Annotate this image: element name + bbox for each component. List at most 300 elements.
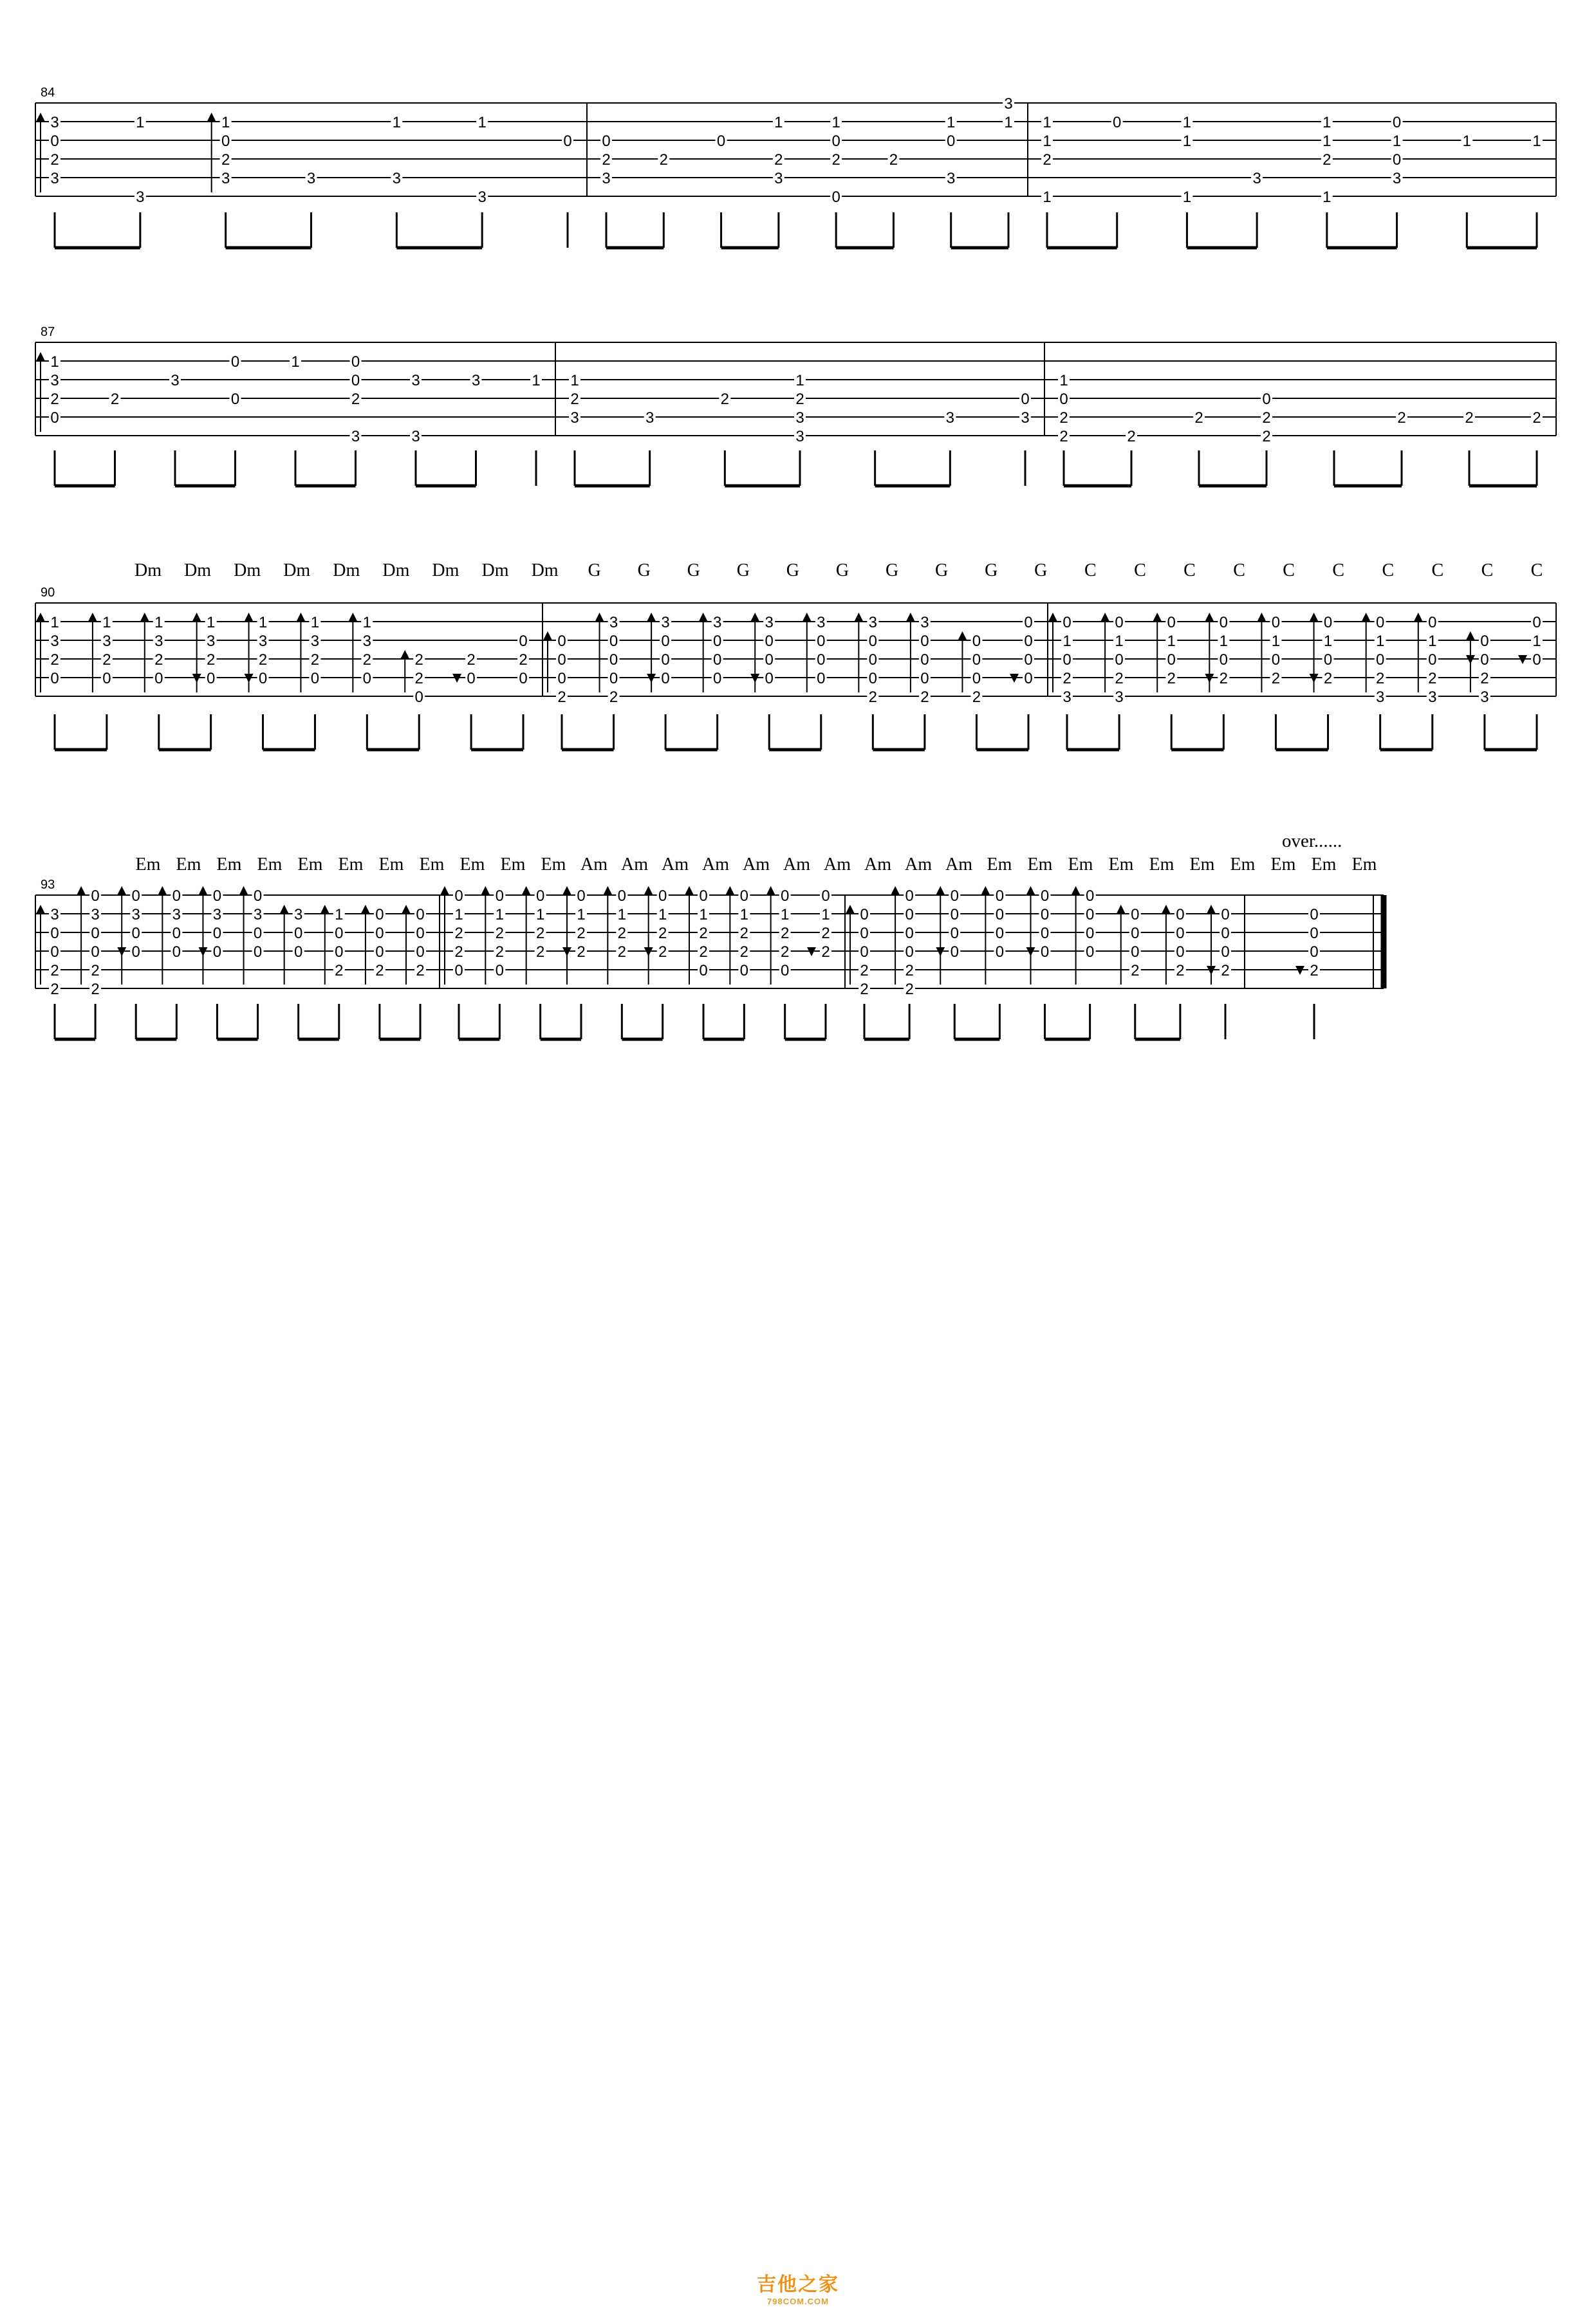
fret-number: 2 bbox=[795, 391, 804, 408]
fret-number: 0 bbox=[1310, 906, 1319, 923]
fret-number: 3 bbox=[50, 114, 59, 131]
chord-name: Dm bbox=[531, 560, 559, 580]
fret-number: 0 bbox=[172, 925, 181, 942]
fret-number: 2 bbox=[972, 689, 981, 706]
fret-number: 0 bbox=[1115, 651, 1124, 669]
fret-number: 2 bbox=[617, 925, 627, 942]
fret-number: 0 bbox=[868, 651, 878, 669]
strum-up-arrow-icon bbox=[481, 886, 490, 895]
fret-number: 2 bbox=[868, 689, 878, 706]
fret-number: 1 bbox=[1219, 633, 1229, 650]
fret-number: 0 bbox=[131, 887, 140, 905]
chord-name: Dm bbox=[283, 560, 311, 580]
fret-number: 0 bbox=[563, 133, 572, 150]
fret-number: 0 bbox=[1176, 943, 1185, 961]
chord-name: G bbox=[1034, 560, 1048, 580]
fret-number: 0 bbox=[1375, 614, 1385, 631]
strum-up-arrow-icon bbox=[846, 905, 855, 914]
fret-number: 1 bbox=[535, 906, 545, 923]
fret-number: 2 bbox=[1271, 670, 1281, 687]
fret-number: 0 bbox=[50, 409, 59, 427]
fret-number: 0 bbox=[335, 943, 344, 961]
fret-number: 2 bbox=[699, 925, 708, 942]
fret-number: 0 bbox=[1040, 943, 1050, 961]
fret-number: 0 bbox=[831, 189, 840, 206]
chord-name: C bbox=[1332, 560, 1345, 580]
fret-number: 0 bbox=[995, 887, 1005, 905]
fret-number: 2 bbox=[535, 925, 545, 942]
chord-name: Em bbox=[1351, 855, 1377, 875]
strum-up-arrow-icon bbox=[36, 905, 45, 914]
fret-number: 2 bbox=[1127, 428, 1136, 445]
fret-number: 2 bbox=[889, 151, 898, 169]
fret-number: 0 bbox=[131, 943, 140, 961]
fret-number: 2 bbox=[50, 391, 59, 408]
strum-up-arrow-icon bbox=[750, 613, 759, 622]
fret-number: 2 bbox=[1194, 409, 1203, 427]
strum-up-arrow-icon bbox=[1414, 613, 1423, 622]
fret-number: 2 bbox=[557, 689, 566, 706]
chord-name: C bbox=[1084, 560, 1097, 580]
strum-up-arrow-icon bbox=[36, 613, 45, 622]
fret-number: 2 bbox=[617, 943, 627, 961]
fret-number: 0 bbox=[817, 670, 826, 687]
fret-number: 0 bbox=[375, 906, 384, 923]
fret-number: 0 bbox=[765, 670, 774, 687]
fret-number: 0 bbox=[230, 353, 240, 371]
fret-number: 3 bbox=[206, 633, 216, 650]
fret-number: 2 bbox=[351, 391, 360, 408]
fret-number: 2 bbox=[1322, 151, 1332, 169]
fret-number: 3 bbox=[172, 906, 181, 923]
chord-name: Em bbox=[297, 855, 323, 875]
fret-number: 0 bbox=[821, 887, 830, 905]
strum-up-arrow-icon bbox=[1048, 613, 1057, 622]
fret-number: 0 bbox=[416, 906, 425, 923]
fret-number: 0 bbox=[950, 925, 959, 942]
fret-number: 0 bbox=[351, 353, 360, 371]
fret-number: 0 bbox=[920, 633, 929, 650]
fret-number: 0 bbox=[658, 887, 667, 905]
fret-number: 3 bbox=[310, 633, 320, 650]
fret-number: 3 bbox=[602, 170, 611, 187]
chord-name: G bbox=[985, 560, 998, 580]
fret-number: 2 bbox=[1062, 670, 1072, 687]
chord-name: Am bbox=[621, 855, 648, 875]
fret-number: 1 bbox=[532, 372, 541, 389]
strum-up-arrow-icon bbox=[158, 886, 167, 895]
fret-number: 0 bbox=[1262, 391, 1271, 408]
fret-number: 3 bbox=[1480, 689, 1489, 706]
chord-name: Em bbox=[216, 855, 242, 875]
chord-name: G bbox=[885, 560, 899, 580]
chord-name: G bbox=[786, 560, 800, 580]
fret-number: 1 bbox=[221, 114, 230, 131]
fret-number: 3 bbox=[351, 428, 360, 445]
fret-number: 3 bbox=[795, 409, 804, 427]
measure-number: 84 bbox=[41, 86, 55, 100]
chord-name: Dm bbox=[333, 560, 360, 580]
fret-number: 1 bbox=[362, 614, 372, 631]
fret-number: 0 bbox=[1059, 391, 1068, 408]
tab-system-90 bbox=[35, 560, 1556, 750]
fret-number: 0 bbox=[972, 633, 981, 650]
fret-number: 1 bbox=[1182, 189, 1192, 206]
tab-system-93 bbox=[35, 855, 1384, 1039]
fret-number: 0 bbox=[950, 906, 959, 923]
fret-number: 0 bbox=[212, 925, 222, 942]
chord-name: C bbox=[1382, 560, 1395, 580]
fret-number: 1 bbox=[1428, 633, 1437, 650]
fret-number: 0 bbox=[375, 925, 384, 942]
chord-name: Em bbox=[459, 855, 485, 875]
fret-number: 2 bbox=[467, 651, 476, 669]
fret-number: 0 bbox=[868, 633, 878, 650]
fret-number: 3 bbox=[1115, 689, 1124, 706]
fret-number: 2 bbox=[780, 943, 790, 961]
fret-number: 2 bbox=[258, 651, 268, 669]
fret-number: 3 bbox=[920, 614, 929, 631]
fret-number: 0 bbox=[1310, 925, 1319, 942]
fret-number: 0 bbox=[1040, 925, 1050, 942]
fret-number: 0 bbox=[1167, 651, 1176, 669]
chord-name: Em bbox=[987, 855, 1012, 875]
strum-up-arrow-icon bbox=[644, 886, 653, 895]
fret-number: 0 bbox=[131, 925, 140, 942]
chord-name: Em bbox=[176, 855, 201, 875]
fret-number: 3 bbox=[212, 906, 222, 923]
fret-number: 2 bbox=[414, 670, 423, 687]
fret-number: 1 bbox=[1182, 114, 1192, 131]
fret-number: 2 bbox=[1262, 409, 1271, 427]
fret-number: 1 bbox=[1532, 633, 1541, 650]
fret-number: 0 bbox=[91, 943, 100, 961]
chord-name: Dm bbox=[184, 560, 212, 580]
fret-number: 1 bbox=[821, 906, 830, 923]
strum-up-arrow-icon bbox=[402, 905, 411, 914]
fret-number: 0 bbox=[1219, 614, 1229, 631]
chord-name: Am bbox=[945, 855, 972, 875]
fret-number: 2 bbox=[658, 943, 667, 961]
chord-name: Em bbox=[1189, 855, 1215, 875]
strum-up-arrow-icon bbox=[245, 613, 254, 622]
fret-number: 3 bbox=[136, 189, 145, 206]
fret-number: 0 bbox=[905, 943, 914, 961]
fret-number: 2 bbox=[739, 925, 749, 942]
fret-number: 3 bbox=[362, 633, 372, 650]
fret-number: 2 bbox=[1428, 670, 1437, 687]
strum-up-arrow-icon bbox=[766, 886, 775, 895]
fret-number: 2 bbox=[1310, 962, 1319, 979]
fret-number: 3 bbox=[478, 189, 487, 206]
fret-number: 0 bbox=[1085, 925, 1095, 942]
fret-number: 0 bbox=[172, 887, 181, 905]
chord-name: Am bbox=[864, 855, 891, 875]
fret-number: 1 bbox=[258, 614, 268, 631]
fret-number: 0 bbox=[1480, 633, 1489, 650]
fret-number: 0 bbox=[1085, 943, 1095, 961]
fret-number: 2 bbox=[110, 391, 120, 408]
fret-number: 1 bbox=[617, 906, 627, 923]
fret-number: 0 bbox=[661, 651, 670, 669]
fret-number: 2 bbox=[659, 151, 668, 169]
strum-up-arrow-icon bbox=[891, 886, 900, 895]
strum-up-arrow-icon bbox=[320, 905, 329, 914]
fret-number: 1 bbox=[1115, 633, 1124, 650]
strum-up-arrow-icon bbox=[1072, 886, 1081, 895]
strum-up-arrow-icon bbox=[88, 613, 97, 622]
fret-number: 0 bbox=[765, 651, 774, 669]
ending-text: over...... bbox=[1282, 831, 1342, 851]
fret-number: 0 bbox=[739, 962, 749, 979]
fret-number: 0 bbox=[609, 651, 618, 669]
fret-number: 1 bbox=[291, 353, 300, 371]
chord-name: Em bbox=[500, 855, 526, 875]
fret-number: 0 bbox=[416, 943, 425, 961]
fret-number: 3 bbox=[712, 614, 722, 631]
fret-number: 2 bbox=[739, 943, 749, 961]
fret-number: 2 bbox=[1043, 151, 1052, 169]
fret-number: 0 bbox=[258, 670, 268, 687]
strum-up-arrow-icon bbox=[936, 886, 945, 895]
fret-number: 2 bbox=[774, 151, 783, 169]
chord-name: G bbox=[935, 560, 949, 580]
fret-number: 0 bbox=[454, 887, 463, 905]
fret-number: 2 bbox=[362, 651, 372, 669]
fret-number: 0 bbox=[495, 887, 505, 905]
fret-number: 3 bbox=[1375, 689, 1385, 706]
fret-number: 0 bbox=[335, 925, 344, 942]
fret-number: 0 bbox=[860, 943, 869, 961]
fret-number: 0 bbox=[661, 670, 670, 687]
fret-number: 0 bbox=[1428, 614, 1437, 631]
fret-number: 2 bbox=[1480, 670, 1489, 687]
fret-number: 2 bbox=[1176, 962, 1185, 979]
measure-number: 93 bbox=[41, 878, 55, 892]
fret-number: 1 bbox=[1271, 633, 1281, 650]
fret-number: 2 bbox=[335, 962, 344, 979]
fret-number: 2 bbox=[609, 689, 618, 706]
fret-number: 0 bbox=[831, 133, 840, 150]
strum-up-arrow-icon bbox=[440, 886, 449, 895]
fret-number: 2 bbox=[1221, 962, 1230, 979]
fret-number: 1 bbox=[795, 372, 804, 389]
fret-number: 2 bbox=[416, 962, 425, 979]
fret-number: 0 bbox=[557, 633, 566, 650]
fret-number: 1 bbox=[478, 114, 487, 131]
fret-number: 0 bbox=[362, 670, 372, 687]
fret-number: 1 bbox=[1062, 633, 1072, 650]
fret-number: 2 bbox=[1323, 670, 1333, 687]
fret-number: 1 bbox=[1322, 133, 1332, 150]
fret-number: 2 bbox=[50, 981, 59, 998]
fret-number: 0 bbox=[206, 670, 216, 687]
strum-up-arrow-icon bbox=[699, 613, 708, 622]
fret-number: 0 bbox=[972, 670, 981, 687]
fret-number: 2 bbox=[221, 151, 230, 169]
fret-number: 0 bbox=[414, 689, 423, 706]
strum-up-arrow-icon bbox=[1257, 613, 1266, 622]
fret-number: 2 bbox=[821, 925, 830, 942]
fret-number: 0 bbox=[712, 651, 722, 669]
fret-number: 2 bbox=[860, 981, 869, 998]
fret-number: 3 bbox=[774, 170, 783, 187]
fret-number: 0 bbox=[557, 651, 566, 669]
chord-name: Am bbox=[662, 855, 689, 875]
strum-up-arrow-icon bbox=[36, 113, 45, 122]
fret-number: 1 bbox=[102, 614, 111, 631]
fret-number: 1 bbox=[454, 906, 463, 923]
fret-number: 0 bbox=[1115, 614, 1124, 631]
fret-number: 0 bbox=[91, 887, 100, 905]
fret-number: 0 bbox=[1040, 887, 1050, 905]
fret-number: 0 bbox=[699, 962, 708, 979]
fret-number: 0 bbox=[1085, 887, 1095, 905]
fret-number: 2 bbox=[920, 689, 929, 706]
watermark-line2: 798COM.COM bbox=[767, 2297, 829, 2306]
fret-number: 0 bbox=[1392, 114, 1402, 131]
fret-number: 1 bbox=[577, 906, 586, 923]
strum-up-arrow-icon bbox=[1310, 613, 1319, 622]
fret-number: 0 bbox=[947, 133, 956, 150]
fret-number: 1 bbox=[1182, 133, 1192, 150]
fret-number: 0 bbox=[609, 670, 618, 687]
fret-number: 3 bbox=[765, 614, 774, 631]
fret-number: 0 bbox=[1024, 670, 1033, 687]
fret-number: 0 bbox=[1062, 614, 1072, 631]
strum-up-arrow-icon bbox=[117, 886, 126, 895]
fret-number: 1 bbox=[1392, 133, 1402, 150]
fret-number: 1 bbox=[1059, 372, 1068, 389]
fret-number: 0 bbox=[212, 887, 222, 905]
fret-number: 0 bbox=[557, 670, 566, 687]
fret-number: 2 bbox=[535, 943, 545, 961]
fret-number: 0 bbox=[699, 887, 708, 905]
fret-number: 0 bbox=[454, 962, 463, 979]
fret-number: 0 bbox=[467, 670, 476, 687]
fret-number: 0 bbox=[860, 925, 869, 942]
strum-up-arrow-icon bbox=[1162, 905, 1171, 914]
fret-number: 0 bbox=[1480, 651, 1489, 669]
fret-number: 3 bbox=[411, 372, 420, 389]
fret-number: 0 bbox=[602, 133, 611, 150]
strum-up-arrow-icon bbox=[854, 613, 863, 622]
fret-number: 2 bbox=[1167, 670, 1176, 687]
fret-number: 1 bbox=[154, 614, 163, 631]
fret-number: 0 bbox=[995, 906, 1005, 923]
fret-number: 3 bbox=[1062, 689, 1072, 706]
fret-number: 0 bbox=[972, 651, 981, 669]
fret-number: 0 bbox=[91, 925, 100, 942]
fret-number: 2 bbox=[1397, 409, 1406, 427]
fret-number: 3 bbox=[258, 633, 268, 650]
fret-number: 0 bbox=[102, 670, 111, 687]
fret-number: 2 bbox=[154, 651, 163, 669]
fret-number: 3 bbox=[661, 614, 670, 631]
chord-name: Em bbox=[257, 855, 283, 875]
fret-number: 0 bbox=[817, 633, 826, 650]
fret-number: 0 bbox=[1219, 651, 1229, 669]
fret-number: 1 bbox=[1167, 633, 1176, 650]
fret-number: 3 bbox=[1004, 95, 1013, 113]
fret-number: 0 bbox=[253, 887, 263, 905]
chord-name: Em bbox=[1311, 855, 1337, 875]
strum-up-arrow-icon bbox=[725, 886, 734, 895]
fret-number: 2 bbox=[1115, 670, 1124, 687]
fret-number: 0 bbox=[1024, 633, 1033, 650]
chord-name: C bbox=[1431, 560, 1444, 580]
chord-name: Am bbox=[905, 855, 932, 875]
chord-name: Am bbox=[824, 855, 851, 875]
fret-number: 0 bbox=[1085, 906, 1095, 923]
fret-number: 0 bbox=[739, 887, 749, 905]
fret-number: 1 bbox=[1322, 189, 1332, 206]
fret-number: 1 bbox=[1043, 133, 1052, 150]
fret-number: 1 bbox=[947, 114, 956, 131]
fret-number: 0 bbox=[416, 925, 425, 942]
strum-up-arrow-icon bbox=[1153, 613, 1162, 622]
tab-system-84 bbox=[35, 86, 1556, 248]
chord-name: Em bbox=[541, 855, 566, 875]
chord-name: G bbox=[835, 560, 849, 580]
fret-number: 0 bbox=[535, 887, 545, 905]
chord-name: Dm bbox=[234, 560, 261, 580]
fret-number: 0 bbox=[950, 887, 959, 905]
fret-number: 1 bbox=[50, 614, 59, 631]
fret-number: 3 bbox=[50, 372, 59, 389]
fret-number: 0 bbox=[1375, 651, 1385, 669]
chord-name: C bbox=[1481, 560, 1494, 580]
fret-number: 2 bbox=[91, 981, 100, 998]
fret-number: 3 bbox=[102, 633, 111, 650]
fret-number: 2 bbox=[658, 925, 667, 942]
fret-number: 0 bbox=[905, 925, 914, 942]
fret-number: 2 bbox=[495, 925, 505, 942]
strum-up-arrow-icon bbox=[1205, 613, 1214, 622]
strum-up-arrow-icon bbox=[1100, 613, 1109, 622]
fret-number: 1 bbox=[1375, 633, 1385, 650]
fret-number: 2 bbox=[602, 151, 611, 169]
fret-number: 0 bbox=[253, 943, 263, 961]
fret-number: 3 bbox=[50, 906, 59, 923]
fret-number: 0 bbox=[577, 887, 586, 905]
chord-name: G bbox=[736, 560, 750, 580]
fret-number: 3 bbox=[154, 633, 163, 650]
fret-number: 1 bbox=[1532, 133, 1541, 150]
fret-number: 0 bbox=[995, 943, 1005, 961]
fret-number: 1 bbox=[50, 353, 59, 371]
measure-number: 90 bbox=[41, 586, 55, 600]
fret-number: 2 bbox=[577, 943, 586, 961]
fret-number: 2 bbox=[1219, 670, 1229, 687]
fret-number: 3 bbox=[50, 170, 59, 187]
strum-up-arrow-icon bbox=[1362, 613, 1371, 622]
chord-name: G bbox=[588, 560, 601, 580]
strum-up-arrow-icon bbox=[77, 886, 86, 895]
fret-number: 2 bbox=[102, 651, 111, 669]
fret-number: 2 bbox=[1059, 409, 1068, 427]
fret-number: 0 bbox=[868, 670, 878, 687]
tab-system-87 bbox=[35, 325, 1556, 486]
chord-name: Dm bbox=[382, 560, 410, 580]
fret-number: 1 bbox=[570, 372, 579, 389]
fret-number: 1 bbox=[136, 114, 145, 131]
strum-up-arrow-icon bbox=[595, 613, 604, 622]
chord-name: Em bbox=[1027, 855, 1053, 875]
fret-number: 0 bbox=[519, 670, 528, 687]
watermark-line1: 吉他之家 bbox=[757, 2273, 839, 2296]
fret-number: 3 bbox=[817, 614, 826, 631]
